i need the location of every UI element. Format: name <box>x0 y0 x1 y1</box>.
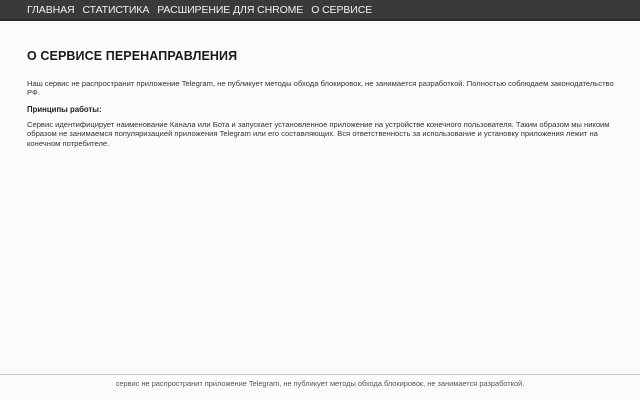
nav-link-home[interactable]: ГЛАВНАЯ <box>27 3 75 16</box>
principles-heading: Принципы работы: <box>27 104 102 114</box>
footer-divider <box>0 374 640 375</box>
page-title: О СЕРВИСЕ ПЕРЕНАПРАВЛЕНИЯ <box>27 49 238 63</box>
nav-link-chrome-extension[interactable]: РАСШИРЕНИЕ ДЛЯ CHROME <box>157 3 304 16</box>
intro-paragraph: Наш сервис не распространит приложение Telegram, не публикует методы обхода блокировок, не занимается разработкой. Полностью соблюдаем законодательство РФ. <box>27 79 614 98</box>
nav-link-statistics[interactable]: СТАТИСТИКА <box>82 3 150 16</box>
principles-paragraph: Сервис идентифицирует наименование Канала или Бота и запускает установленное приложение на устройстве конечного пользователя. Таким образом мы никоим образом не занимаемся популяризацией приложения Telegram или его составляющих. Вся ответственность за использование и установку приложения лежит на конечном потребителе. <box>27 119 610 148</box>
footer-text: сервис не распространит приложение Telegram, не публикует методы обхода блокировок, не занимается разработкой. <box>115 379 525 388</box>
nav-link-about[interactable]: О СЕРВИСЕ <box>311 3 373 16</box>
main-content <box>27 49 617 155</box>
top-navbar <box>0 0 640 21</box>
